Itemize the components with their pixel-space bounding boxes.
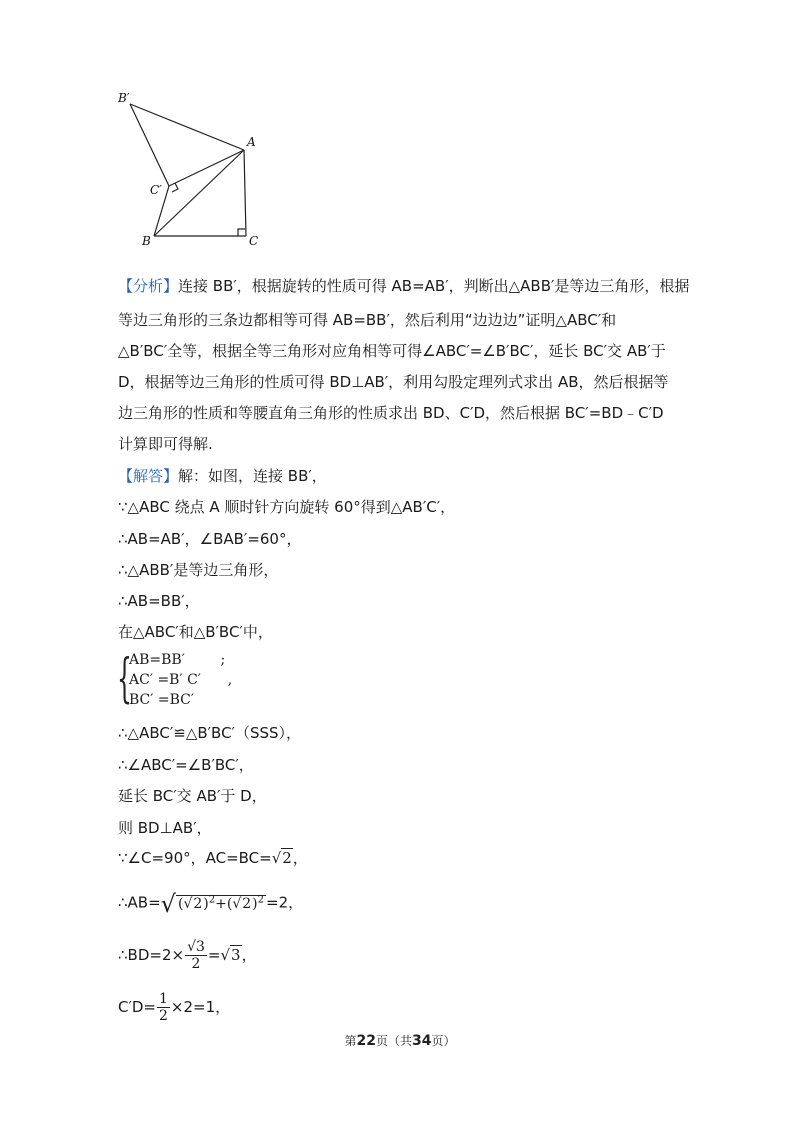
sqrt-expression: √ $(√2)^2+(√2)^2$	[160, 889, 265, 918]
segment-b-prime-a	[130, 104, 244, 150]
answer-step-6: ∴△ABC′≌△B′BC′（SSS），	[118, 724, 302, 742]
system-row-2: AC′ =B′ C′ ,	[129, 672, 233, 688]
answer-step-2: ∴AB=AB′，∠BAB′=60°，	[118, 530, 302, 548]
label-a: A	[247, 135, 256, 149]
sqrt-2: √2	[271, 849, 292, 867]
fraction-1-over-2: $\frac{1}{2}$	[159, 991, 168, 1024]
answer-step-bd: ∴BD=2× $\frac{√3}{2}$ =√3，	[118, 939, 257, 972]
label-c-prime: C′	[150, 183, 162, 197]
triangle-diagram	[110, 88, 270, 258]
total-pages: 34	[412, 1033, 432, 1049]
answer-step-5: 在△ABC′和△B′BC′中，	[118, 623, 273, 641]
label-c: C	[249, 234, 259, 248]
label-b-prime: B′	[118, 91, 130, 105]
page-number: 22	[356, 1033, 376, 1049]
brace-icon: {	[117, 649, 132, 709]
analysis-line-5: 边三角形的性质和等腰直角三角形的性质求出 BD、C′D，然后根据 BC′=BD﹣C′D	[118, 404, 664, 422]
answer-tag: 【解答】	[118, 467, 179, 485]
answer-step-cd: C′D= $\frac{1}{2}$ ×2=1，	[118, 991, 231, 1024]
analysis-line-2: 等边三角形的三条边都相等可得 AB=BB′，然后利用“边边边”证明△ABC′和	[118, 311, 617, 329]
label-b: B	[142, 234, 151, 248]
answer-line-1: 【解答】解：如图，连接 BB′，	[118, 467, 327, 485]
analysis-line-6: 计算即可得解.	[118, 435, 213, 453]
geometry-figure	[110, 88, 270, 258]
segment-b-prime-c-prime	[130, 104, 169, 186]
fraction-sqrt3-over-2: $\frac{√3}{2}$	[187, 939, 205, 972]
answer-step-7: ∴∠ABC′=∠B′BC′，	[118, 756, 254, 774]
system-row-1: AB=BB′ ;	[129, 652, 226, 668]
segment-a-c	[244, 150, 246, 236]
equation-system	[117, 649, 297, 710]
answer-step-right-angle: ∵∠C=90°，AC=BC=√2，	[118, 849, 308, 867]
answer-step-1: ∵△ABC 绕点 A 顺时针方向旋转 60°得到△AB′C′，	[118, 498, 456, 516]
right-angle-mark-c	[238, 229, 245, 236]
answer-step-9: 则 BD⊥AB′，	[118, 819, 212, 837]
answer-step-4: ∴AB=BB′，	[118, 592, 200, 610]
analysis-tag: 【分析】	[118, 277, 179, 295]
system-row-3: BC′ =BC′	[129, 692, 195, 708]
analysis-line-1: 【分析】连接 BB′，根据旋转的性质可得 AB=AB′，判断出△ABB′是等边三角形，根据	[118, 277, 690, 295]
analysis-line-3: △B′BC′全等，根据全等三角形对应角相等可得∠ABC′=∠B′BC′，延长 BC′交 AB′于	[118, 342, 666, 360]
answer-step-3: ∴△ABB′是等边三角形，	[118, 561, 279, 579]
answer-step-8: 延长 BC′交 AB′于 D，	[118, 787, 267, 805]
page-footer: 第22页（共34页）	[344, 1033, 456, 1049]
segment-c-prime-a	[169, 150, 244, 186]
analysis-line-4: D，根据等边三角形的性质可得 BD⊥AB′，利用勾股定理列式求出 AB，然后根据等	[118, 373, 669, 391]
answer-step-ab: ∴AB=√ $(√2)^2+(√2)^2 =2$，	[118, 889, 304, 918]
